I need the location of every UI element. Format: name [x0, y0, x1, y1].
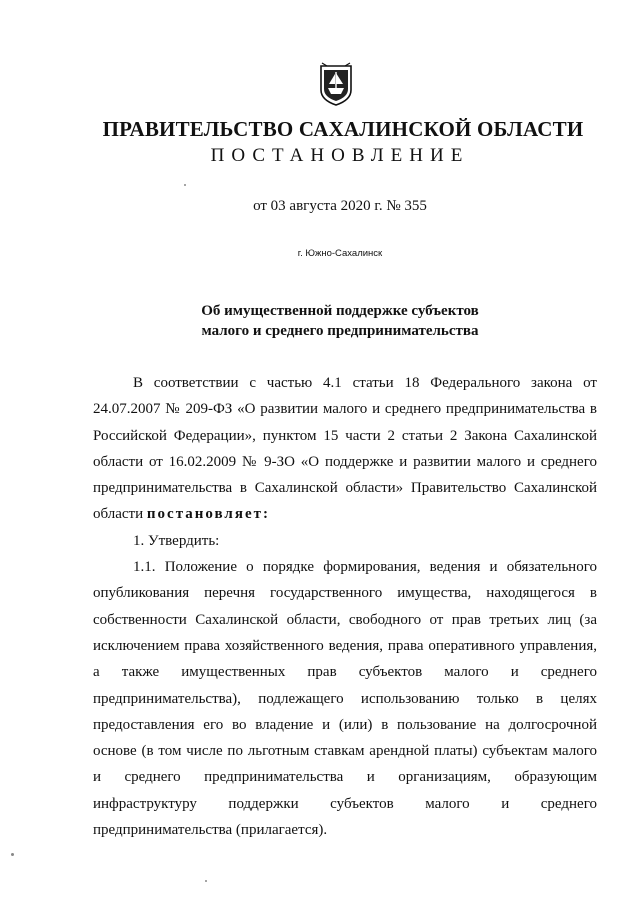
scan-speck	[205, 880, 207, 882]
preamble-paragraph	[93, 370, 597, 528]
document-type: ПОСТАНОВЛЕНИЕ	[210, 145, 470, 166]
document-subject	[0, 301, 640, 341]
subject-line-1: Об имущественной поддержке субъектов	[201, 303, 479, 319]
preamble-text: В соответствии с частью 4.1 статьи 18 Федерального закона от 24.07.2007 № 209-ФЗ «О развитии малого и среднего предпринимательства в Российской Федерации», пунктом 15 части 2 статьи 2 Закона Сахалинской области от 16.02.2009 № 9-ЗО «О поддержке и развитии малого и среднего предпринимательства в Сахалинской области» Правительство Сахалинской области	[93, 375, 597, 523]
coat-of-arms-icon	[319, 62, 353, 106]
document-body	[93, 370, 597, 843]
decree-word: постановляет:	[146, 506, 270, 523]
government-title: ПРАВИТЕЛЬСТВО САХАЛИНСКОЙ ОБЛАСТИ	[102, 117, 584, 141]
scan-speck	[184, 184, 186, 186]
document-city: г. Южно-Сахалинск	[297, 248, 383, 259]
item-1-1-paragraph: 1.1. Положение о порядке формирования, ведения и обязательного опубликования перечня государственного имущества, находящегося в собственности Сахалинской области, свободного от прав третьих лиц (за исключением права хозяйственного ведения, права оперативного управления, а также имущественных прав субъектов малого и среднего предпринимательства), подлежащего использованию только в целях предоставления его во владение и (или) в пользование на долгосрочной основе (в том числе по льготным ставкам арендной платы) субъектам малого и среднего предпринимательства и организациям, образующим инфраструктуру поддержки субъектов малого и среднего предпринимательства (прилагается).	[93, 559, 597, 839]
subject-line-2: малого и среднего предпринимательства	[201, 323, 479, 339]
scan-speck	[11, 853, 14, 856]
document-date-number: от 03 августа 2020 г. № 355	[253, 198, 427, 214]
item-1-paragraph: 1. Утвердить:	[133, 532, 220, 549]
